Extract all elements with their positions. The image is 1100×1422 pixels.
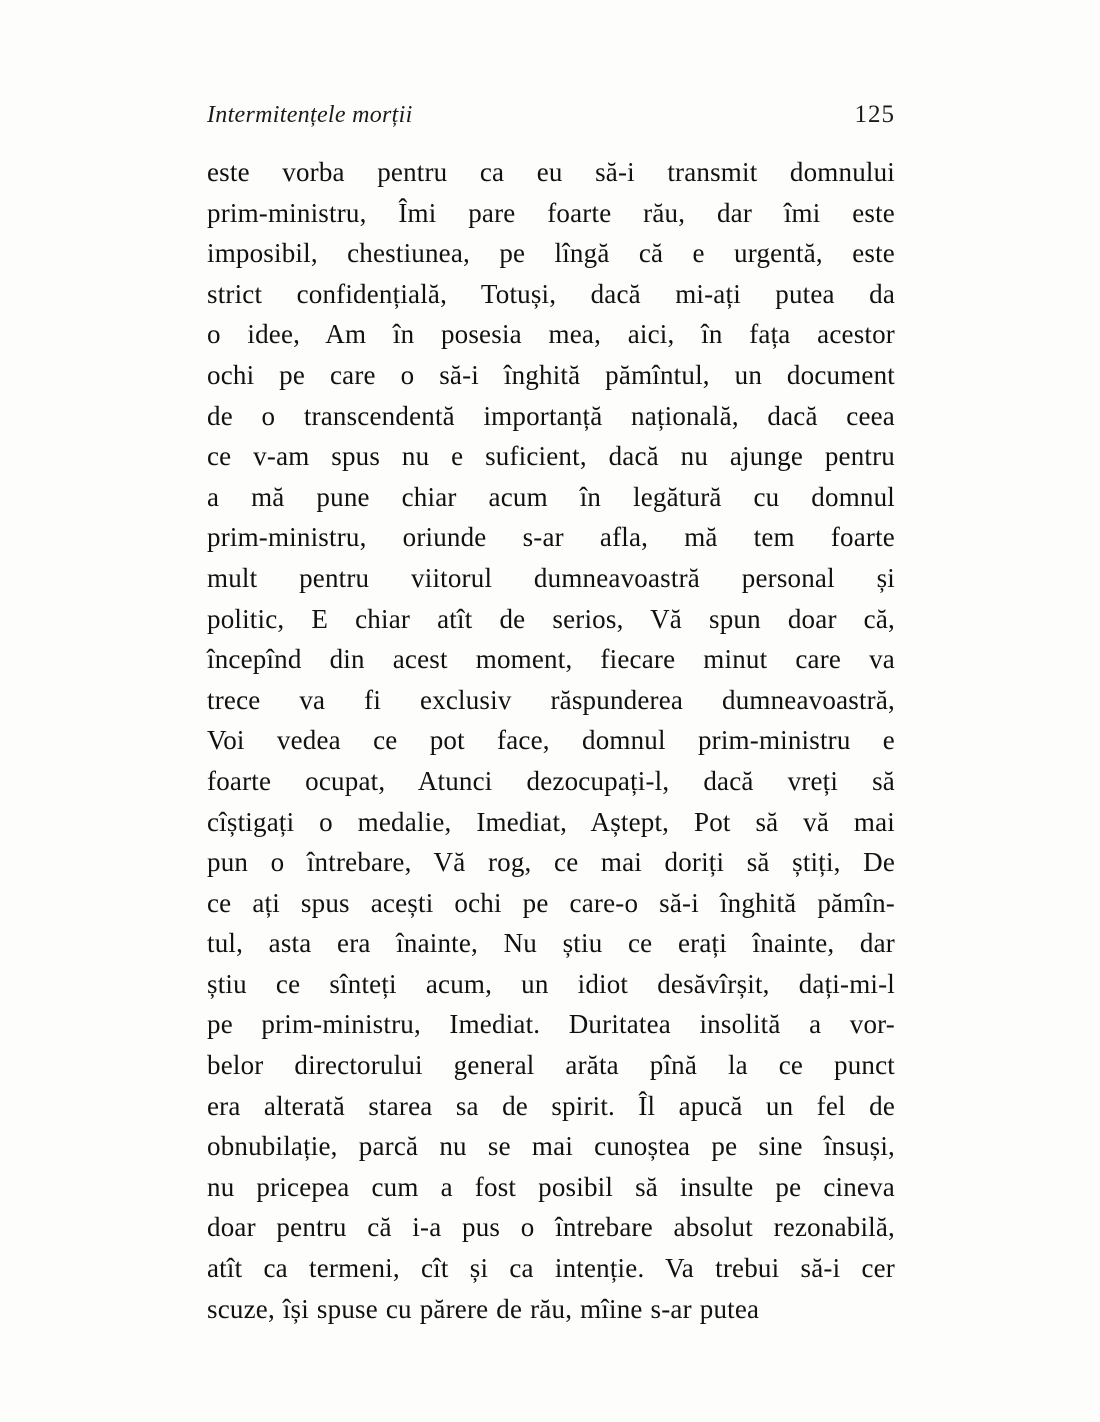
text-line: începînd din acest moment, fiecare minut care va: [207, 644, 895, 675]
text-line: belor directorului general arăta pînă la ce punct: [207, 1050, 895, 1081]
text-line: foarte ocupat, Atunci dezocupați-l, dacă vreți să: [207, 765, 895, 796]
text-line: a mă pune chiar acum în legătură cu domnul: [207, 481, 895, 512]
text-line: strict confidențială, Totuși, dacă mi-ați putea da: [207, 278, 895, 309]
text-line: era alterată starea sa de spirit. Îl apucă un fel de: [207, 1090, 895, 1121]
text-line: ce ați spus acești ochi pe care-o să-i înghită pămîn-: [207, 887, 895, 918]
text-line: scuze, își spuse cu părere de rău, mîine s-ar putea: [207, 1293, 760, 1324]
text-line: pe prim-ministru, Imediat. Duritatea insolită a vor-: [207, 1009, 895, 1040]
text-line: tul, asta era înainte, Nu știu ce erați înainte, dar: [207, 928, 895, 959]
text-line: cîștigați o medalie, Imediat, Aștept, Pot să vă mai: [207, 806, 895, 837]
text-line: atît ca termeni, cît și ca intenție. Va trebui să-i cer: [207, 1253, 895, 1284]
text-line: ce v-am spus nu e suficient, dacă nu ajunge pentru: [207, 441, 895, 472]
text-line: mult pentru viitorul dumneavoastră personal și: [207, 562, 895, 593]
body-text-block: [207, 152, 895, 1329]
text-line: știu ce sînteți acum, un idiot desăvîrșit, dați-mi-l: [207, 968, 895, 999]
text-line: pun o întrebare, Vă rog, ce mai doriți să știți, De: [207, 847, 895, 878]
text-line: Voi vedea ce pot face, domnul prim-ministru e: [207, 725, 895, 756]
page-number: 125: [854, 101, 895, 128]
running-header-title: Intermitențele morții: [207, 102, 413, 128]
text-line: este vorba pentru ca eu să-i transmit domnului: [207, 157, 895, 187]
text-line: politic, E chiar atît de serios, Vă spun doar că,: [207, 603, 895, 634]
text-line: ochi pe care o să-i înghită pămîntul, un document: [207, 359, 895, 390]
text-line: obnubilație, parcă nu se mai cunoștea pe sine însuși,: [207, 1131, 895, 1162]
text-line: doar pentru că i-a pus o întrebare absolut rezonabilă,: [207, 1212, 895, 1243]
text-line: de o transcendentă importanță națională, dacă ceea: [207, 400, 895, 431]
text-line: imposibil, chestiunea, pe lîngă că e urgentă, este: [207, 238, 895, 269]
running-header: [207, 101, 895, 129]
text-line: o idee, Am în posesia mea, aici, în fața acestor: [207, 319, 895, 350]
text-line: trece va fi exclusiv răspunderea dumneavoastră,: [207, 684, 895, 715]
text-line: prim-ministru, oriunde s-ar afla, mă tem foarte: [207, 522, 895, 553]
text-line: nu pricepea cum a fost posibil să insulte pe cineva: [207, 1171, 895, 1202]
text-line: prim-ministru, Îmi pare foarte rău, dar îmi este: [207, 197, 895, 228]
